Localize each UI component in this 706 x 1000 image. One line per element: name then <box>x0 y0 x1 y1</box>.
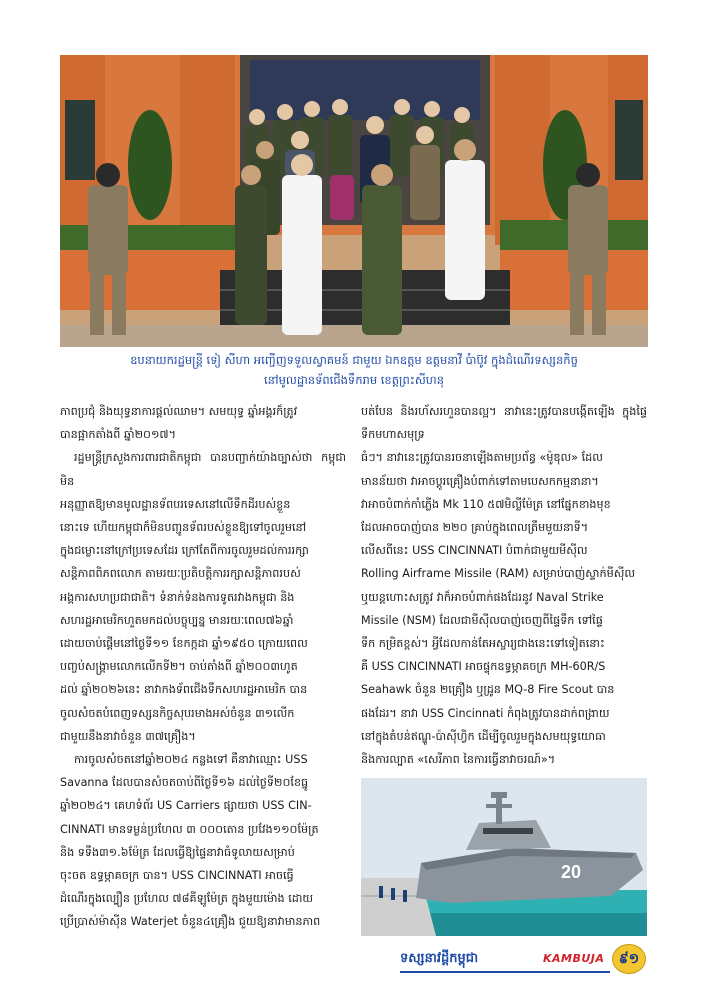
left-line: ដោយចាប់ផ្តើមនៅថ្ងៃទី១១ ខែកក្កដា ឆ្នាំ១៩៥០ ក្រោយពេល <box>60 637 308 651</box>
right-line: Seahawk ចំនួន ២គ្រឿង ឬដ្រូន MQ-8 Fire Scout បាន <box>361 683 615 697</box>
right-line: ឬយន្តហោះសត្រូវ វាក៏អាចបំពាក់ផងដែរនូវ Naval Strike <box>361 590 604 604</box>
right-line: និងការល្បាត «សេរីភាព នៃការធ្វើនាវាចរណ៍»។ <box>361 753 556 767</box>
left-line: ចុះចត ឧទ្ធម្ភាគចក្រ បាន។ USS CINCINNATI អាចធ្វើ <box>60 869 294 883</box>
caption-line-2: នៅមូលដ្ឋានទ័ពជើងទឹករាម ខេត្តព្រះសីហនុ <box>263 373 445 387</box>
page-number: ៩១ <box>612 944 646 974</box>
top-photo <box>60 55 648 347</box>
left-line: អង្គការសហប្រជាជាតិ។ ទំនាក់ទំនងការទូតរវាងកម្ពុជា និង <box>60 590 295 604</box>
left-column <box>60 400 346 934</box>
left-line: និង ទទឹង៣១.៦ម៉ែត្រ ដែលធ្វើឱ្យផ្ទៃនាវាធំទូលាយសម្រាប់ <box>60 845 295 859</box>
left-line: សហរដ្ឋអាមេរិកហួតមកដល់បច្ចុប្បន្ន មានរយៈពេល៧៦ឆ្នាំ <box>60 613 294 627</box>
left-line: ដំណើរក្នុងល្បឿន ប្រហែល ៧៨គីឡូម៉ែត្រ ក្នុងមួយម៉ោង ដោយ <box>60 892 314 906</box>
right-line: ផងដែរ។ នាវា USS Cincinnati កំពុងត្រូវបានដាក់ពង្រាយ <box>361 706 610 720</box>
left-line: រដ្ឋមន្ត្រីក្រសួងការពារជាតិកម្ពុជា បានបញ្ជាក់យ៉ាងច្បាស់ថា កម្ពុជាមិន <box>60 451 346 488</box>
left-line: Savanna ដែលបានសំចតចាប់ពីថ្ងៃទី១៦ ដល់ថ្ងៃទី២០ខែធ្នូ <box>60 776 309 790</box>
right-line: មានន័យថា វាអាចប្តូរគ្រឿងបំពាក់ទៅតាមបេសកកម្មនានា។ <box>361 474 599 488</box>
hull-number: 20 <box>561 862 582 882</box>
left-line: ប្រើប្រាស់ម៉ាស៊ីន Waterjet ចំនួន៤គ្រឿង ជួយឱ្យនាវាមានភាព <box>60 915 321 929</box>
page-footer <box>400 944 648 974</box>
right-line: ធំៗ។ នាវានេះត្រូវបានរចនាឡើងតាមប្រព័ន្ធ «ម៉ូឌុល» ដែល <box>361 451 603 465</box>
left-line: ភាពប្រជុំ និងយុទ្ធនាការផ្តល់ឈាម។ សមយុទ្ធ ឆ្នាំអង្គរក៏ត្រូវ <box>60 405 298 418</box>
photo-caption <box>60 350 648 390</box>
right-line: Missile (NSM) ដែលជាមីស៊ីលបាញ់ចេញពីផ្ទៃទឹក ទៅផ្ទៃ <box>361 613 603 627</box>
left-line: បានផ្អាកតាំងពី ឆ្នាំ២០១៧។ <box>60 428 176 442</box>
magazine-brand: KAMBUJA <box>543 952 605 965</box>
magazine-title: ទស្សនាវដ្តីកម្ពុជា <box>400 951 479 966</box>
right-line: គឺ USS CINCINNATI អាចផ្ទុកឧទ្ធម្ភាគចក្រ MH-60R/S <box>361 660 606 674</box>
left-line: ការចូលសំចតនៅឆ្នាំ២០២៤ កន្លងទៅ គឺនាវាឈ្មោះ USS <box>74 753 308 767</box>
ship-photo <box>361 778 647 936</box>
left-line: បញ្ចប់សង្គ្រាមលោកលើកទី២។ ចាប់តាំងពី ឆ្នាំ២០០៣ហូត <box>60 660 298 674</box>
caption-line-1: ឧបនាយករដ្ឋមន្ត្រី ទៀ សីហា អញ្ជើញទទួលស្វាគមន៍ ជាមួយ ឯកឧត្តម ឧត្តមនាវី បំាប៊ូវ ក្នុងដំណើរទស្សនកិច្ច <box>130 353 578 367</box>
left-line: CINNATI មានទម្ងន់ប្រហែល ៣ ០០០តោន ប្រវែង១១០ម៉ែត្រ <box>60 822 319 836</box>
right-line: លើសពីនេះ USS CINCINNATI បំពាក់ជាមួយមីស៊ីល <box>361 544 588 558</box>
left-line: ឆ្នាំ២០២៤។ គេហទំព័រ US Carriers ផ្សាយថា USS CIN- <box>60 799 312 813</box>
right-line: បត់បែន និងរហ័សរហួនបានល្អ។ នាវានេះត្រូវបានបង្កើតឡើង ក្នុងផ្ទៃទឹកមហាសមុទ្រ <box>361 405 647 442</box>
right-line: Rolling Airframe Missile (RAM) សម្រាប់បាញ់ស្ទាក់មីស៊ីល <box>361 567 636 581</box>
left-line: នោះទេ ហើយកម្ពុជាក៏មិនបញ្ជូនទ័ពរបស់ខ្លួនឱ្យទៅចូលរួមនៅ <box>60 521 307 535</box>
left-line: អនុញ្ញាតឱ្យមានមូលដ្ឋានទ័ពបរទេសនៅលើទឹកដីរបស់ខ្លួន <box>60 497 291 511</box>
right-line: ដែលអាចបាញ់បាន ២២០ គ្រាប់ក្នុងពេលត្រឹមមួយនាទី។ <box>361 521 589 535</box>
left-line: សន្តិភាពពិភពលោក តាមរយៈប្រតិបត្តិការរក្សាសន្តិភាពរបស់ <box>60 567 301 581</box>
footer-rule <box>400 971 610 973</box>
right-column <box>361 400 647 771</box>
left-line: ក្នុងជម្លោះនៅក្រៅប្រទេសដែរ ក្រៅតែពីការចូលរួមដល់ការរក្សា <box>60 544 309 558</box>
left-line: ជាមួយនឹងនាវាចំនួន ៣៧គ្រឿង។ <box>60 729 196 743</box>
left-line: ដល់ ឆ្នាំ២០២៦នេះ នាវាកងទ័ពជើងទឹកសហរដ្ឋអាមេរិក បាន <box>60 683 308 697</box>
right-line: វាអាចបំពាក់កាំភ្លើង Mk 110 ៥៧មិល្លីម៉ែត្រ នៅផ្នែកខាងមុខ <box>361 497 611 511</box>
right-line: នៅក្នុងតំបន់ឥណ្ឌូ-ប៉ាស៊ីហ្វិក ដើម្បីចូលរួមក្នុងសមយុទ្ធយោធា <box>361 729 606 743</box>
right-line: ទឹក កម្រិតខ្ពស់។ អ្វីដែលកាន់តែអស្ចារ្យជាងនេះទៅទៀតនោះ <box>361 637 605 651</box>
left-line: ចូលសំចតបំពេញទស្សនកិច្ចសុបរមាងអស់ចំនួន ៣១លើក <box>60 706 295 720</box>
